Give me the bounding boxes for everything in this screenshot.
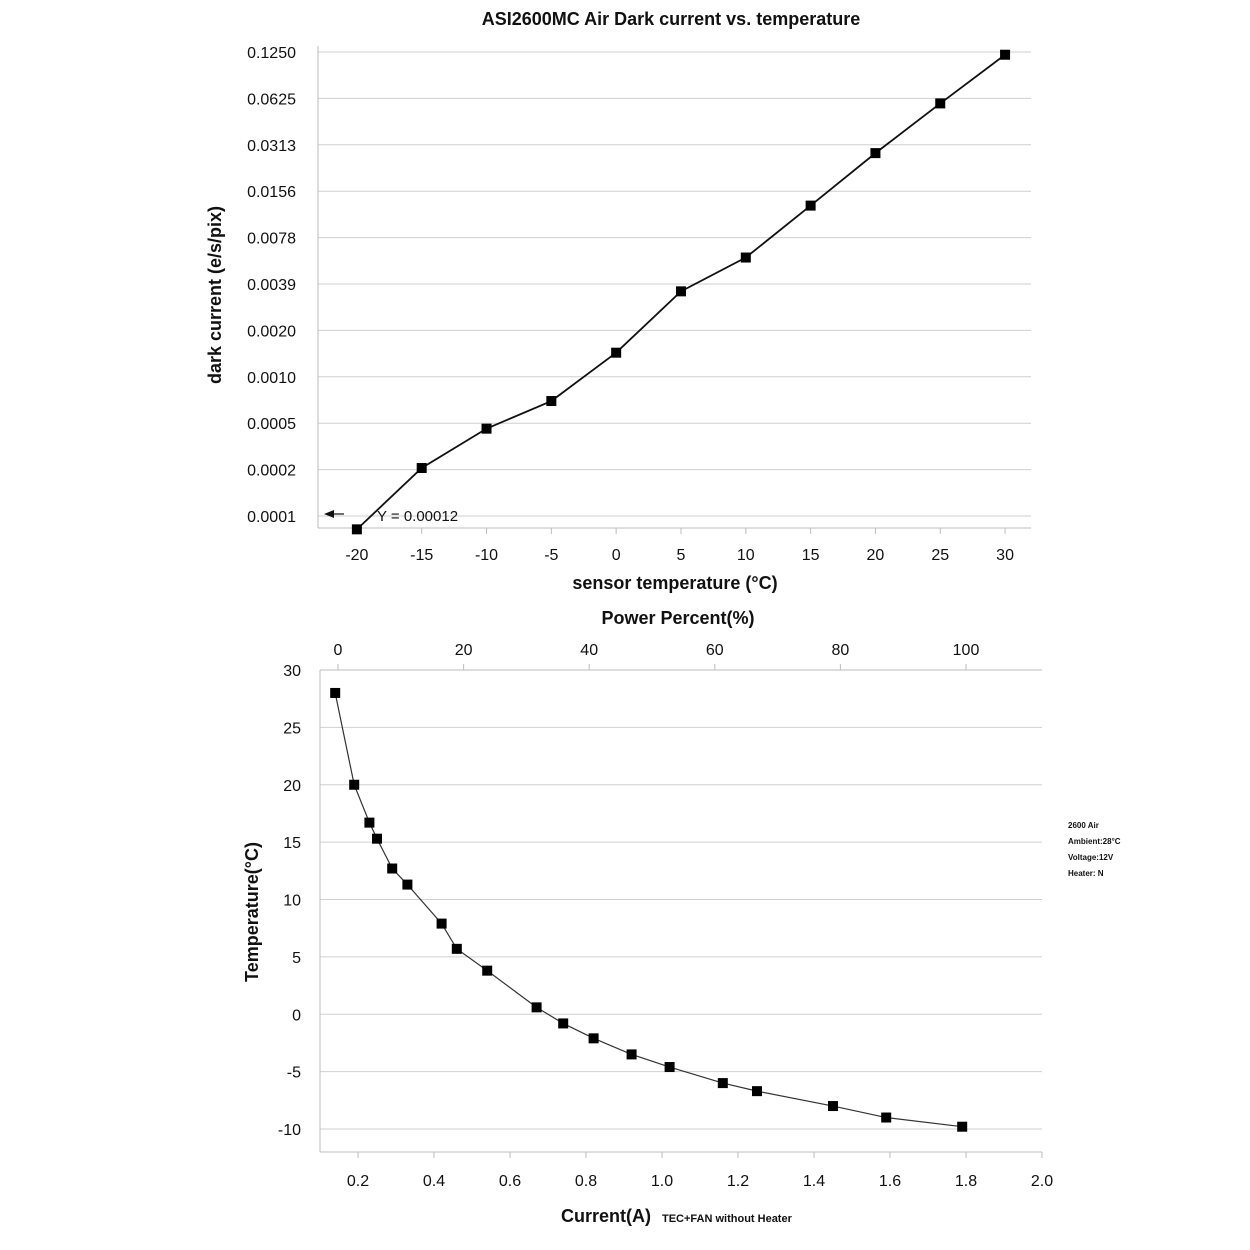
chart2-x-tick-label: 2.0 (1030, 1173, 1054, 1190)
chart2-series-line (335, 693, 962, 1127)
chart1-x-tick-label: 30 (996, 547, 1014, 564)
chart1-data-point (611, 348, 621, 358)
chart1-x-tick-label: -15 (410, 547, 434, 564)
chart2-y-axis-title: Temperature(°C) (242, 842, 262, 982)
chart1-x-tick-label: -5 (544, 547, 559, 564)
chart1-x-tick-label: 25 (931, 547, 950, 564)
annotation-arrow-head (324, 510, 334, 518)
chart1-data-point (741, 253, 751, 263)
chart1-data-point (935, 98, 945, 108)
chart1-x-tick-label: 15 (801, 547, 820, 564)
chart2-y-tick-label: -10 (277, 1122, 301, 1139)
chart1-x-ticks (345, 528, 1014, 564)
chart2-data-point (402, 880, 412, 890)
note-line-model: 2600 Air (1068, 821, 1099, 830)
chart1-data-point (482, 424, 492, 434)
chart1-x-tick-label: 10 (736, 547, 755, 564)
chart2-x-tick-label: 1.4 (802, 1173, 826, 1190)
chart1-data-point (546, 396, 556, 406)
note-line-voltage: Voltage:12V (1068, 853, 1114, 862)
chart2-top-tick-label: 100 (952, 642, 980, 659)
chart1-y-tick-label: 0.0020 (247, 323, 296, 341)
chart2-data-point (718, 1078, 728, 1088)
chart2-x-tick-label: 1.0 (650, 1173, 674, 1190)
chart2-top-tick-label: 60 (705, 642, 724, 659)
chart1-y-ticks (247, 45, 296, 526)
chart2-x-tick-label: 1.2 (726, 1173, 750, 1190)
chart1-series (352, 50, 1010, 535)
chart2-y-tick-label: 5 (292, 949, 301, 967)
chart2-x-tick-label: 0.4 (422, 1173, 446, 1190)
chart1-x-tick-label: 5 (676, 547, 686, 564)
chart1-y-axis-title: dark current (e/s/pix) (205, 205, 225, 385)
chart2-top-tick-label: 80 (831, 642, 850, 659)
chart1-y-tick-label: 0.0078 (247, 230, 296, 248)
chart1-y-tick-label: 0.0156 (247, 184, 296, 202)
chart1-data-point (352, 524, 362, 534)
chart2-y-tick-label: -5 (286, 1064, 301, 1082)
chart1-x-tick-label: -20 (345, 547, 369, 564)
chart2-y-tick-label: 25 (283, 720, 301, 738)
chart2-series (330, 688, 967, 1132)
chart2-y-tick-label: 15 (283, 835, 301, 853)
chart2-data-point (558, 1018, 568, 1028)
chart2-data-point (387, 864, 397, 874)
chart2-y-tick-label: 10 (283, 892, 301, 910)
chart2-x-tick-label: 0.8 (574, 1173, 598, 1190)
chart2-data-point (482, 966, 492, 976)
chart1-data-point (676, 286, 686, 296)
chart1-data-point (417, 463, 427, 473)
chart1-y-tick-label: 0.0010 (247, 369, 296, 387)
chart2-x-tick-label: 1.6 (878, 1173, 902, 1190)
chart2-data-point (364, 818, 374, 828)
chart1-x-tick-label: -10 (474, 547, 499, 564)
chart1-y-tick-label: 0.0039 (247, 277, 296, 294)
chart2-x-ticks (347, 1152, 1053, 1190)
chart2-x-tick-label: 0.6 (498, 1173, 522, 1190)
note-line-ambient: Ambient:28°C (1068, 837, 1121, 846)
chart2-data-point (372, 834, 382, 844)
chart1-data-point (1000, 50, 1010, 60)
chart2-data-point (828, 1101, 838, 1111)
chart2-top-tick-label: 40 (580, 642, 599, 659)
chart1-y-tick-label: 0.0005 (247, 416, 296, 434)
chart1-y-tick-label: 0.0002 (247, 462, 296, 480)
chart2-y-tick-label: 30 (283, 663, 301, 680)
chart1-x-tick-label: 0 (611, 547, 621, 564)
chart2-legend-note (1068, 821, 1121, 878)
chart2-x-axis-note: TEC+FAN without Heater (662, 1213, 792, 1225)
chart2-data-point (330, 688, 340, 698)
chart2-y-ticks (278, 663, 301, 1139)
chart2-top-tick-label: 20 (454, 642, 473, 659)
chart2-top-tick-label: 0 (333, 642, 343, 659)
chart2-top-x-ticks (334, 642, 980, 670)
chart1-y-tick-label: 0.0625 (247, 91, 296, 109)
chart2-data-point (532, 1002, 542, 1012)
annotation-text: Y = 0.00012 (377, 508, 459, 525)
chart2-data-point (349, 780, 359, 790)
chart2-y-tick-label: 0 (292, 1007, 301, 1025)
dark-current-chart (205, 9, 1031, 593)
chart1-x-tick-label: 20 (866, 547, 885, 564)
chart1-gridlines (318, 46, 1031, 528)
chart2-data-point (627, 1049, 637, 1059)
chart2-data-point (665, 1062, 675, 1072)
chart2-x-tick-label: 0.2 (346, 1173, 370, 1190)
chart2-x-axis-title: Current(A) (561, 1206, 651, 1226)
chart1-data-point (870, 148, 880, 158)
chart1-y-tick-label: 0.1250 (247, 45, 296, 62)
chart2-gridlines (320, 670, 1042, 1152)
chart2-top-axis-title: Power Percent(%) (601, 608, 755, 628)
chart1-y-tick-label: 0.0313 (247, 137, 296, 155)
chart1-y-tick-label: 0.0001 (247, 509, 296, 526)
chart2-data-point (437, 919, 447, 929)
chart2-data-point (589, 1033, 599, 1043)
note-line-heater: Heater: N (1068, 869, 1104, 878)
chart2-data-point (957, 1122, 967, 1132)
chart1-x-axis-title: sensor temperature (°C) (572, 573, 778, 593)
chart2-x-tick-label: 1.8 (954, 1173, 978, 1190)
chart2-data-point (452, 944, 462, 954)
chart2-data-point (881, 1113, 891, 1123)
chart2-y-tick-label: 20 (283, 777, 301, 795)
chart1-title: ASI2600MC Air Dark current vs. temperature (481, 9, 861, 29)
chart1-data-point (806, 201, 816, 211)
tec-cooling-chart (242, 608, 1121, 1226)
chart2-data-point (752, 1086, 762, 1096)
